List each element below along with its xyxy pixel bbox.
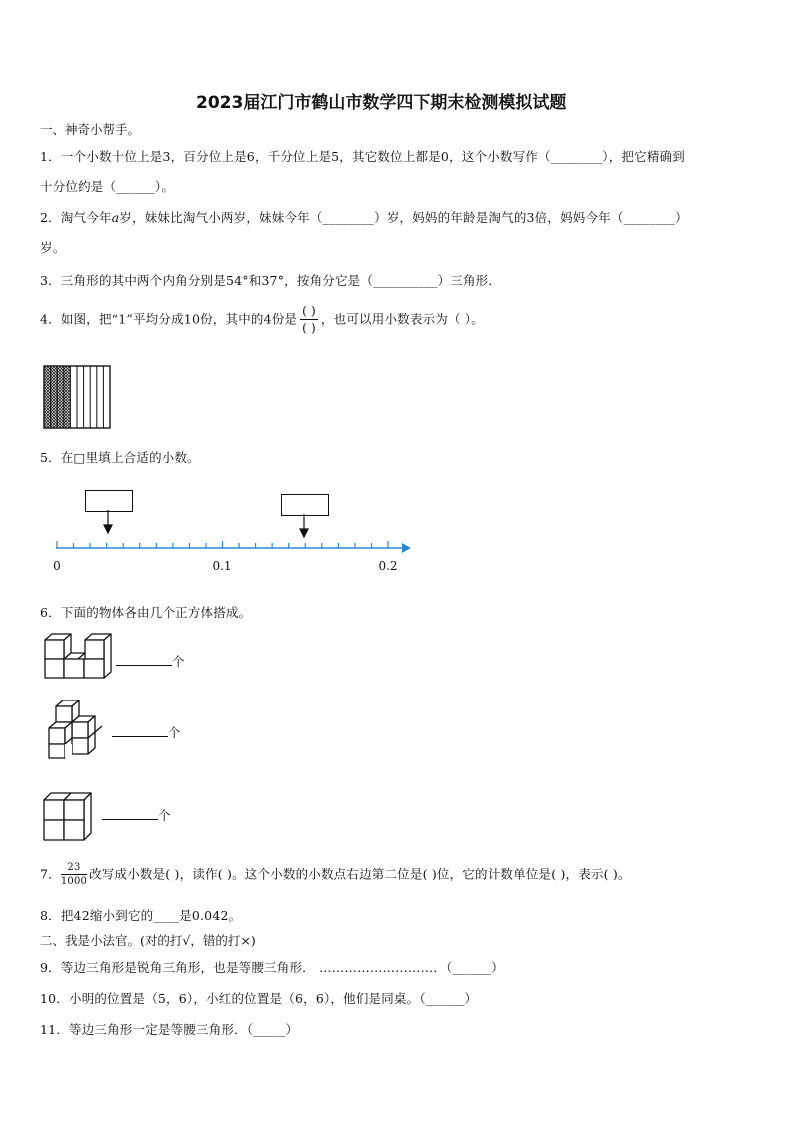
page-title: 2023届江门市鹤山市数学四下期末检测模拟试题 [196, 93, 567, 113]
section-1-heading: 一、神奇小帮手。 [40, 122, 141, 137]
cube-2-answer [112, 723, 181, 741]
fraction-denominator: ( ) [302, 321, 316, 335]
question-9: 9．等边三角形是锐角三角形，也是等腰三角形． ………………………．（______） [40, 960, 504, 975]
answer-blank[interactable] [102, 807, 158, 820]
question-7-text: 改写成小数是( )，读作( )。这个小数的小数点右边第二位是( )位，它的计数单位是( )，表示( )。 [89, 866, 631, 882]
fraction-numerator: 23 [61, 861, 87, 875]
cube-3-answer [102, 806, 171, 824]
question-2-text-a: 2．淘气今年 [40, 210, 112, 225]
question-10: 10．小明的位置是（5，6），小红的位置是（6，6），他们是同桌。（______） [40, 991, 478, 1006]
question-4-fraction [300, 303, 318, 336]
question-1-line-1: 1．一个小数十位上是3，百分位上是6，千分位上是5，其它数位上都是0，这个小数写作（________），把它精确到 [40, 149, 685, 164]
question-4 [40, 303, 484, 336]
cube-figure-2 [42, 700, 108, 760]
question-7-number: 7． [40, 866, 61, 882]
question-2-line-1 [40, 208, 688, 226]
tenths-strip-figure [42, 364, 112, 430]
question-2-line-2: 岁。 [40, 240, 66, 255]
answer-blank[interactable] [112, 724, 168, 737]
tick-label-0: 0 [53, 559, 61, 573]
question-1-line-2: 十分位约是（______）。 [40, 179, 175, 194]
unit-label: 个 [158, 808, 171, 823]
answer-blank[interactable] [116, 653, 172, 666]
question-7-fraction [61, 861, 87, 888]
cube-figure-1 [40, 632, 112, 682]
question-2-variable: a [111, 210, 120, 225]
tick-label-0-2: 0.2 [378, 559, 398, 573]
question-11: 11．等边三角形一定是等腰三角形．（_____） [40, 1022, 299, 1037]
cube-figure-3 [40, 790, 100, 844]
fraction-denominator: 1000 [60, 876, 88, 887]
section-2-heading: 二、我是小法官。(对的打√，错的打×) [40, 933, 256, 948]
question-2-text-b: 岁，妹妹比淘气小两岁，妹妹今年（________）岁，妈妈的年龄是淘气的3倍，妈妈今年（________） [119, 210, 688, 225]
question-5: 5．在□里填上合适的小数。 [40, 450, 200, 465]
fraction-numerator: ( ) [302, 304, 316, 318]
question-4-text-b: ，也可以用小数表示为（ ）。 [320, 311, 484, 327]
question-8: 8．把42缩小到它的____是0.042。 [40, 908, 242, 923]
tick-label-0-1: 0.1 [212, 559, 232, 573]
question-6: 6．下面的物体各由几个正方体搭成。 [40, 605, 252, 620]
question-3: 3．三角形的其中两个内角分别是54°和37°，按角分它是（__________）三角形． [40, 273, 502, 288]
unit-label: 个 [168, 725, 181, 740]
unit-label: 个 [172, 654, 185, 669]
question-7 [40, 861, 631, 888]
question-4-text-a: 4．如图，把“1”平均分成10份，其中的4份是 [40, 311, 298, 327]
pointer-arrows [104, 510, 308, 537]
number-line [50, 508, 420, 578]
cube-1-answer [116, 652, 185, 670]
